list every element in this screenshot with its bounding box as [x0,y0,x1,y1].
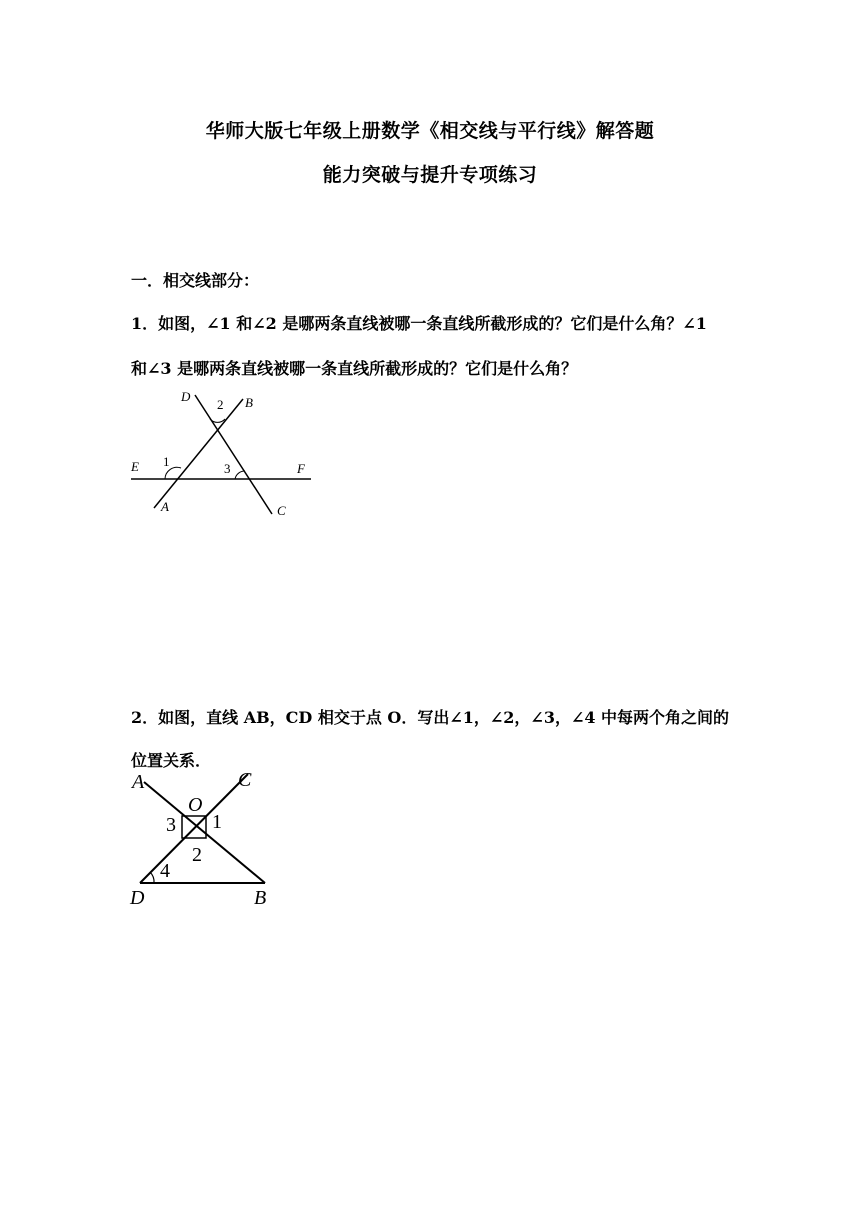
section-heading: 一．相交线部分： [131,271,260,290]
label-angle-3: 3 [224,461,231,476]
problem-1-text-line-2: 和∠3 是哪两条直线被哪一条直线所截形成的？它们是什么角？ [131,359,578,378]
label-d: D [181,389,191,404]
label-a: A [161,499,169,514]
label-f: F [297,461,305,476]
document-subtitle: 能力突破与提升专项练习 [322,164,538,186]
label-b: B [245,395,253,410]
label-angle-2: 2 [192,844,202,866]
label-d: D [130,887,145,908]
line-dc [195,395,272,514]
label-angle-1: 1 [163,454,170,469]
label-angle-3: 3 [166,814,176,836]
label-c: C [277,503,286,518]
problem-1-text-line-1: 1．如图，∠1 和∠2 是哪两条直线被哪一条直线所截形成的？它们是什么角？∠1 [131,314,707,333]
label-angle-1: 1 [212,811,222,833]
problem-2-text-line-1: 2．如图，直线 AB，CD 相交于点 O．写出∠1，∠2，∠3，∠4 中每两个角之间的 [131,708,730,727]
label-angle-4: 4 [160,860,170,882]
label-b: B [254,887,267,908]
label-o: O [188,794,203,816]
line-cd [140,774,248,883]
label-e: E [131,459,139,474]
problem-2-text-line-2: 位置关系． [131,751,212,770]
label-angle-2: 2 [217,397,224,412]
problem-2-figure [128,766,278,908]
label-a: A [132,771,145,793]
angle-3-arc [235,471,245,479]
document-title: 华师大版七年级上册数学《相交线与平行线》解答题 [205,120,655,142]
label-c: C [238,769,252,791]
problem-1-figure [125,385,325,525]
